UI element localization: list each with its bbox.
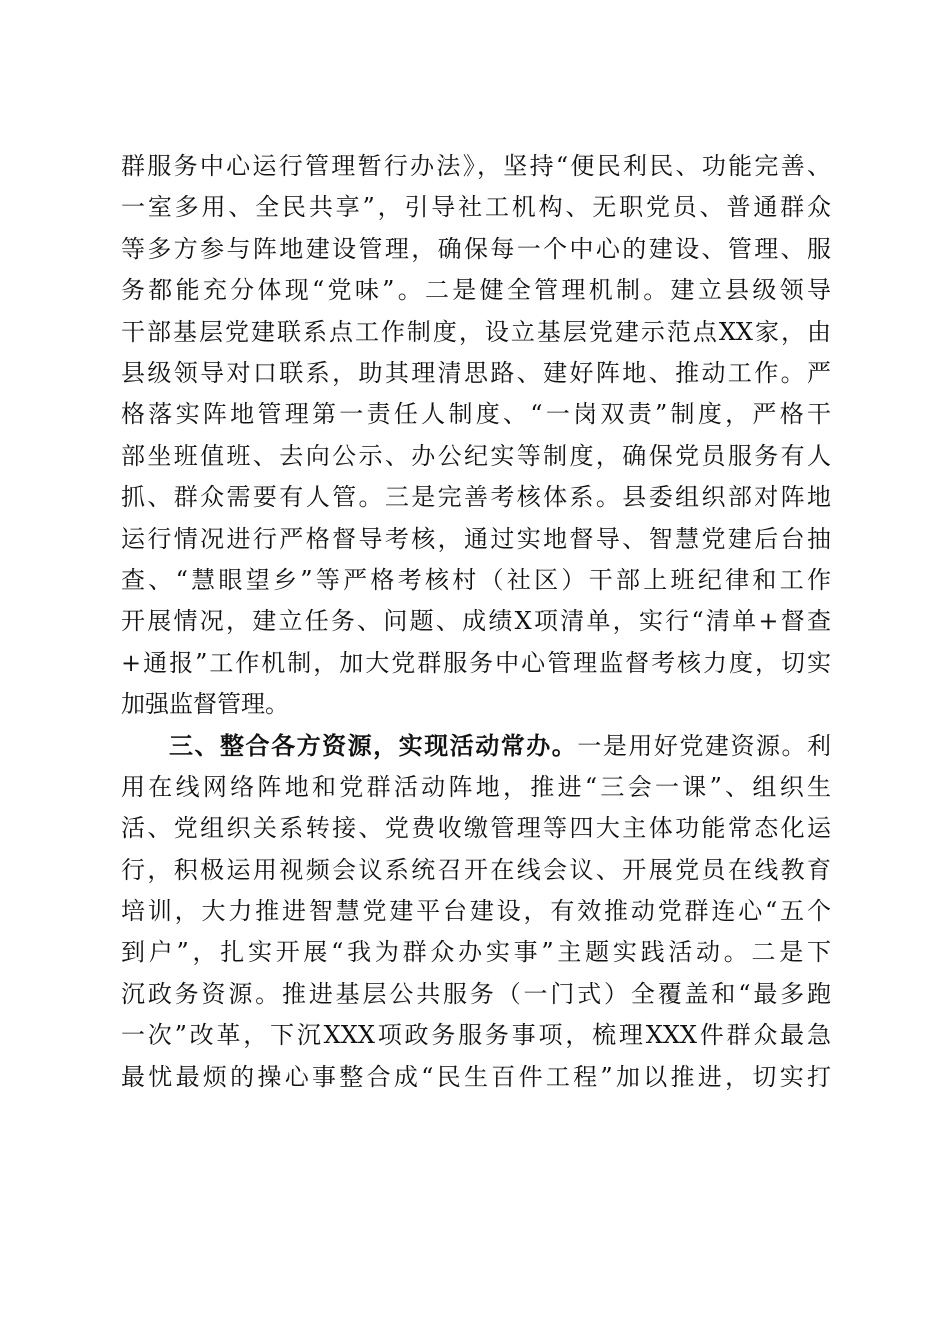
text-line: 一次”改革，下沉XXX项政务服务事项，梳理XXX件群众最急 <box>121 1021 831 1050</box>
text-line: 加强监督管理。 <box>121 690 289 719</box>
text-line: 行，积极运用视频会议系统召开在线会议、开展党员在线教育 <box>121 855 831 884</box>
text-line: 抓、群众需要有人管。三是完善考核体系。县委组织部对阵地 <box>121 483 831 512</box>
text-line: 部坐班值班、去向公示、办公纪实等制度，确保党员服务有人 <box>121 441 831 470</box>
text-line: 活、党组织关系转接、党费收缴管理等四大主体功能常态化运 <box>121 814 831 843</box>
text-line: 县级领导对口联系，助其理清思路、建好阵地、推动工作。严 <box>121 358 831 387</box>
text-line: 培训，大力推进智慧党建平台建设，有效推动党群连心“五个 <box>121 897 831 926</box>
section-heading-line <box>121 725 831 766</box>
text-line: 一室多用、全民共享”，引导社工机构、无职党员、普通群众 <box>121 193 831 222</box>
text-line: 最忧最烦的操心事整合成“民生百件工程”加以推进，切实打 <box>121 1062 831 1091</box>
paragraph-2 <box>121 725 831 1098</box>
text-line: 格落实阵地管理第一责任人制度、“一岗双责”制度，严格干 <box>121 400 831 429</box>
document-body <box>121 146 831 1098</box>
text-line: 务都能充分体现“党味”。二是健全管理机制。建立县级领导 <box>121 276 831 305</box>
text-line: 查、“慧眼望乡”等严格考核村（社区）干部上班纪律和工作 <box>121 565 831 594</box>
text-line: 干部基层党建联系点工作制度，设立基层党建示范点XX家，由 <box>121 317 831 346</box>
text-line: 用在线网络阵地和党群活动阵地，推进“三会一课”、组织生 <box>121 772 831 801</box>
text-run: 一是用好党建资源。利 <box>577 732 832 761</box>
text-line: +通报”工作机制，加大党群服务中心管理监督考核力度，切实 <box>121 648 831 677</box>
text-line: 群服务中心运行管理暂行办法》，坚持“便民利民、功能完善、 <box>121 152 831 180</box>
text-line: 等多方参与阵地建设管理，确保每一个中心的建设、管理、服 <box>121 234 831 263</box>
text-line: 到户”，扎实开展“我为群众办实事”主题实践活动。二是下 <box>121 938 831 967</box>
text-line: 沉政务资源。推进基层公共服务（一门式）全覆盖和“最多跑 <box>121 979 831 1008</box>
section-heading: 三、整合各方资源，实现活动常办。 <box>169 731 578 761</box>
text-line: 开展情况，建立任务、问题、成绩X项清单，实行“清单+督查 <box>121 607 831 636</box>
paragraph-1 <box>121 146 831 725</box>
text-line: 运行情况进行严格督导考核，通过实地督导、智慧党建后台抽 <box>121 524 831 553</box>
